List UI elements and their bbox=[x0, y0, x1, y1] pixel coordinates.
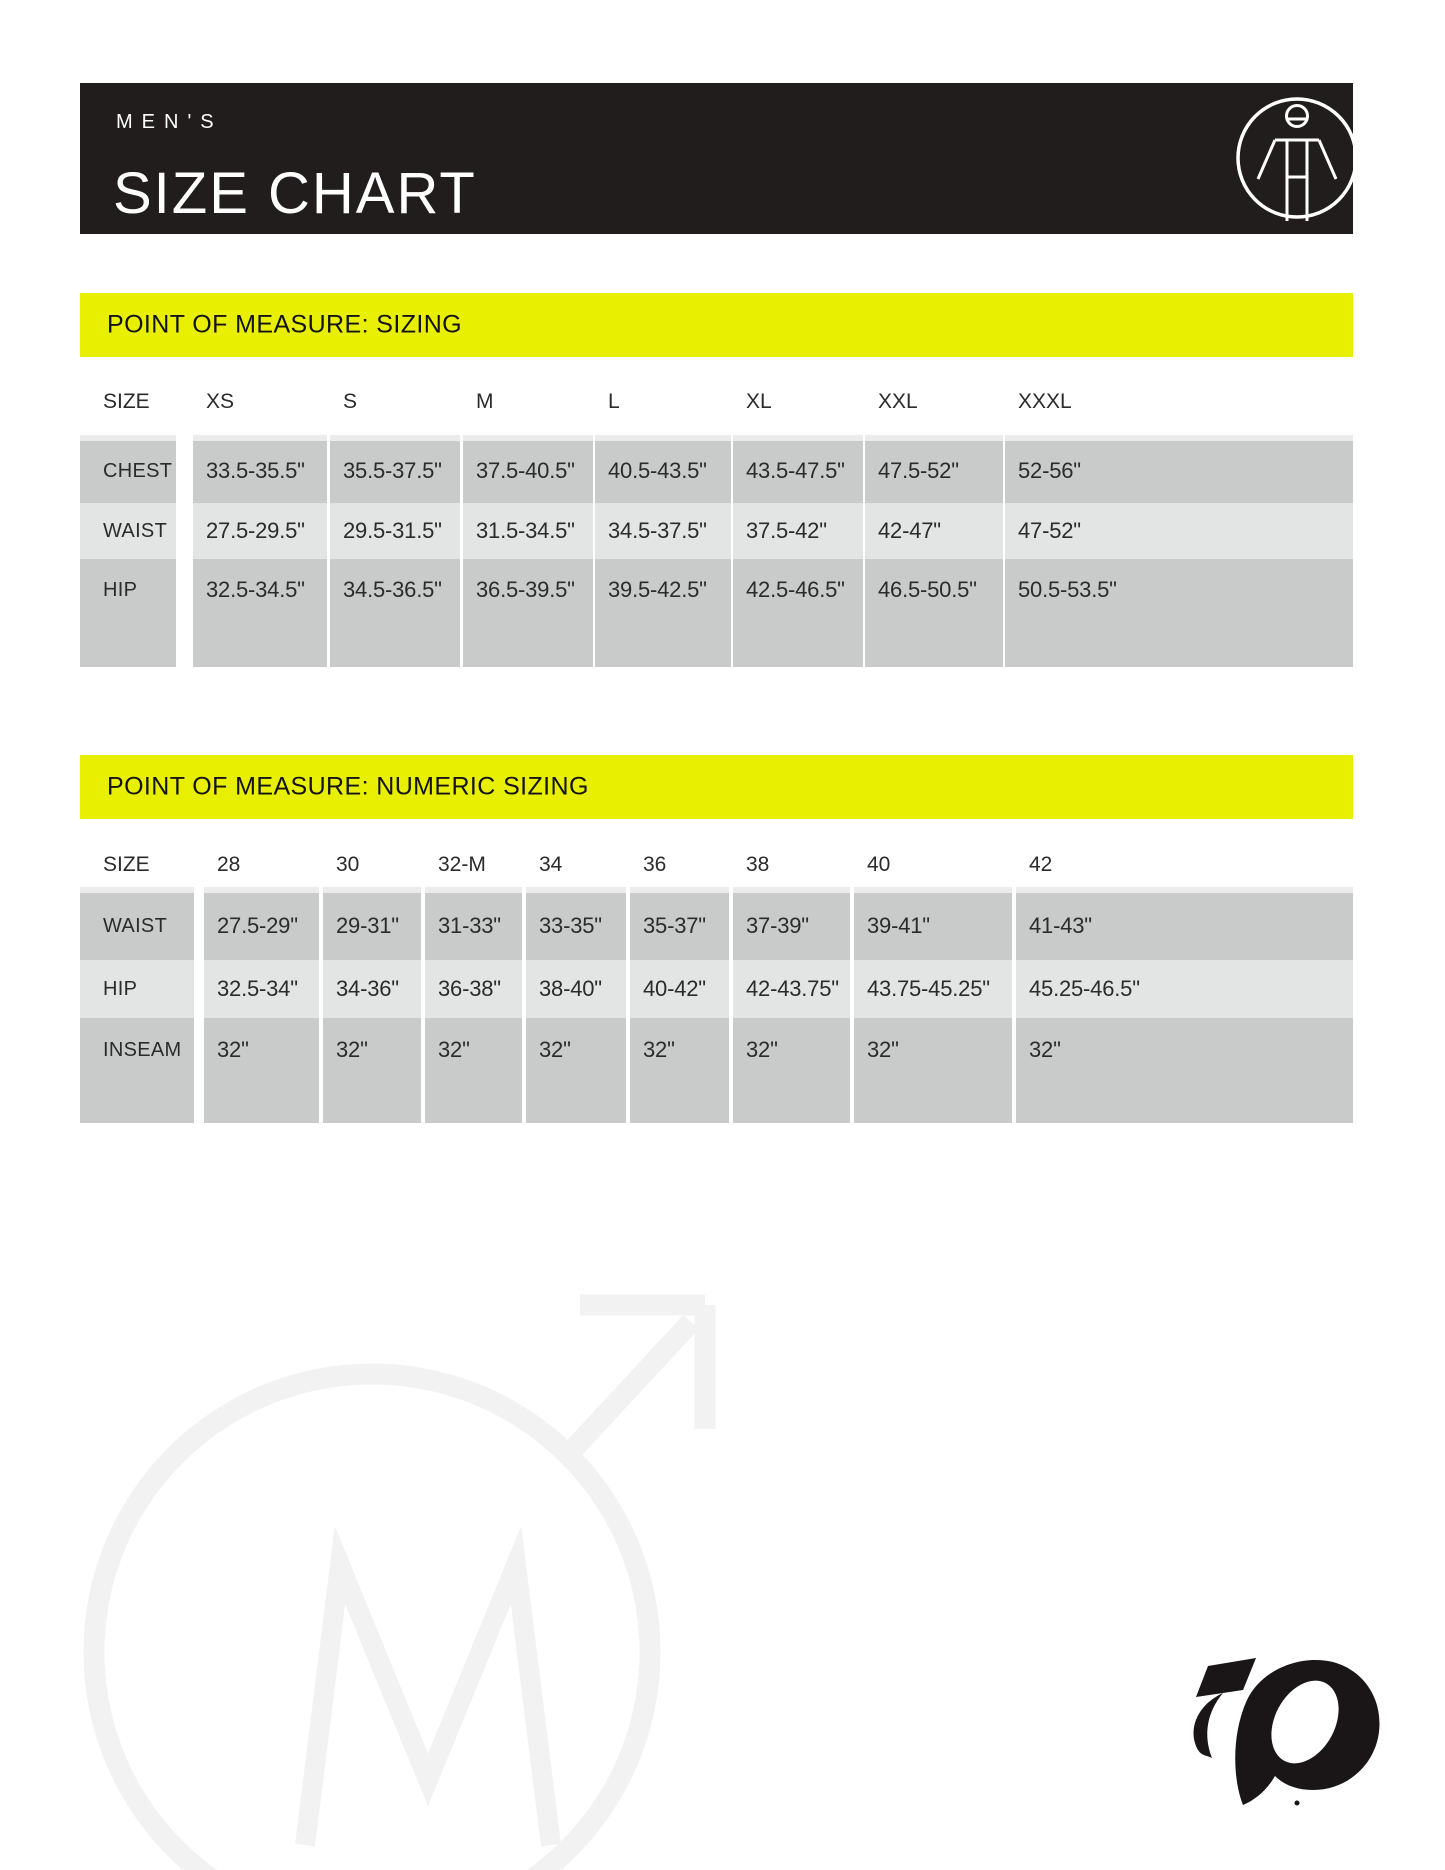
cell: 36-38" bbox=[425, 960, 522, 1018]
row-label: WAIST bbox=[80, 887, 194, 960]
table-row-waist-numeric bbox=[80, 887, 1353, 960]
numeric-sizing-banner-title: POINT OF MEASURE: NUMERIC SIZING bbox=[107, 772, 589, 801]
cell: 32" bbox=[526, 1018, 626, 1123]
sizing-banner bbox=[80, 293, 1353, 357]
cell: 36.5-39.5" bbox=[463, 559, 593, 667]
cell: 32" bbox=[630, 1018, 729, 1123]
cell: 32" bbox=[323, 1018, 421, 1123]
table-row-inseam bbox=[80, 1018, 1353, 1123]
cell: 42.5-46.5" bbox=[733, 559, 863, 667]
column-header: SIZE bbox=[103, 853, 150, 876]
cell: 40-42" bbox=[630, 960, 729, 1018]
column-header: 36 bbox=[643, 853, 667, 876]
header-bar bbox=[80, 83, 1353, 234]
cell: 34-36" bbox=[323, 960, 421, 1018]
column-header: 38 bbox=[746, 853, 770, 876]
cell: 32" bbox=[854, 1018, 1012, 1123]
cell: 42-47" bbox=[865, 503, 1003, 559]
cell: 41-43" bbox=[1016, 887, 1353, 960]
person-icon bbox=[1234, 95, 1353, 221]
column-header: 42 bbox=[1029, 853, 1053, 876]
cell: 32.5-34" bbox=[204, 960, 319, 1018]
cell: 27.5-29.5" bbox=[193, 503, 327, 559]
cell: 47-52" bbox=[1005, 503, 1353, 559]
cell: 43.75-45.25" bbox=[854, 960, 1012, 1018]
numeric-header-row bbox=[80, 851, 1353, 879]
male-symbol-watermark bbox=[60, 1283, 720, 1870]
column-header: M bbox=[476, 390, 494, 413]
cell: 33-35" bbox=[526, 887, 626, 960]
cell: 32" bbox=[1016, 1018, 1353, 1123]
cell: 47.5-52" bbox=[865, 435, 1003, 503]
sizing-banner-title: POINT OF MEASURE: SIZING bbox=[107, 310, 463, 339]
numeric-sizing-banner bbox=[80, 755, 1353, 819]
cell: 32" bbox=[425, 1018, 522, 1123]
cell: 34.5-37.5" bbox=[595, 503, 731, 559]
row-label: HIP bbox=[80, 559, 176, 667]
cell: 39-41" bbox=[854, 887, 1012, 960]
cell: 35.5-37.5" bbox=[330, 435, 460, 503]
sizing-header-row bbox=[80, 388, 1353, 416]
cell: 37.5-40.5" bbox=[463, 435, 593, 503]
cell: 31.5-34.5" bbox=[463, 503, 593, 559]
header-eyebrow: MEN'S bbox=[116, 111, 223, 133]
table-row-chest bbox=[80, 435, 1353, 503]
row-label: INSEAM bbox=[80, 1018, 194, 1123]
column-header: S bbox=[343, 390, 358, 413]
row-label: WAIST bbox=[80, 503, 176, 559]
pearl-izumi-logo bbox=[1185, 1650, 1385, 1815]
table-row-hip bbox=[80, 559, 1353, 667]
column-header: L bbox=[608, 390, 620, 413]
column-header: XS bbox=[206, 390, 235, 413]
row-label: HIP bbox=[80, 960, 194, 1018]
cell: 43.5-47.5" bbox=[733, 435, 863, 503]
cell: 37-39" bbox=[733, 887, 850, 960]
cell: 32" bbox=[204, 1018, 319, 1123]
cell: 39.5-42.5" bbox=[595, 559, 731, 667]
cell: 29.5-31.5" bbox=[330, 503, 460, 559]
column-header: 34 bbox=[539, 853, 563, 876]
cell: 29-31" bbox=[323, 887, 421, 960]
cell: 27.5-29" bbox=[204, 887, 319, 960]
column-header: XXL bbox=[878, 390, 918, 413]
cell: 40.5-43.5" bbox=[595, 435, 731, 503]
cell: 37.5-42" bbox=[733, 503, 863, 559]
cell: 46.5-50.5" bbox=[865, 559, 1003, 667]
column-header: XL bbox=[746, 390, 772, 413]
cell: 35-37" bbox=[630, 887, 729, 960]
cell: 32.5-34.5" bbox=[193, 559, 327, 667]
cell: 33.5-35.5" bbox=[193, 435, 327, 503]
column-header: XXXL bbox=[1018, 390, 1072, 413]
cell: 38-40" bbox=[526, 960, 626, 1018]
column-header: 32-M bbox=[438, 853, 486, 876]
table-row-hip-numeric bbox=[80, 960, 1353, 1018]
cell: 50.5-53.5" bbox=[1005, 559, 1353, 667]
page-title: SIZE CHART bbox=[113, 161, 477, 226]
cell: 34.5-36.5" bbox=[330, 559, 460, 667]
column-header: SIZE bbox=[103, 390, 150, 413]
column-header: 28 bbox=[217, 853, 241, 876]
cell: 42-43.75" bbox=[733, 960, 850, 1018]
cell: 31-33" bbox=[425, 887, 522, 960]
column-header: 30 bbox=[336, 853, 360, 876]
cell: 32" bbox=[733, 1018, 850, 1123]
row-label: CHEST bbox=[80, 435, 176, 503]
cell: 45.25-46.5" bbox=[1016, 960, 1353, 1018]
table-row-waist bbox=[80, 503, 1353, 559]
cell: 52-56" bbox=[1005, 435, 1353, 503]
column-header: 40 bbox=[867, 853, 891, 876]
